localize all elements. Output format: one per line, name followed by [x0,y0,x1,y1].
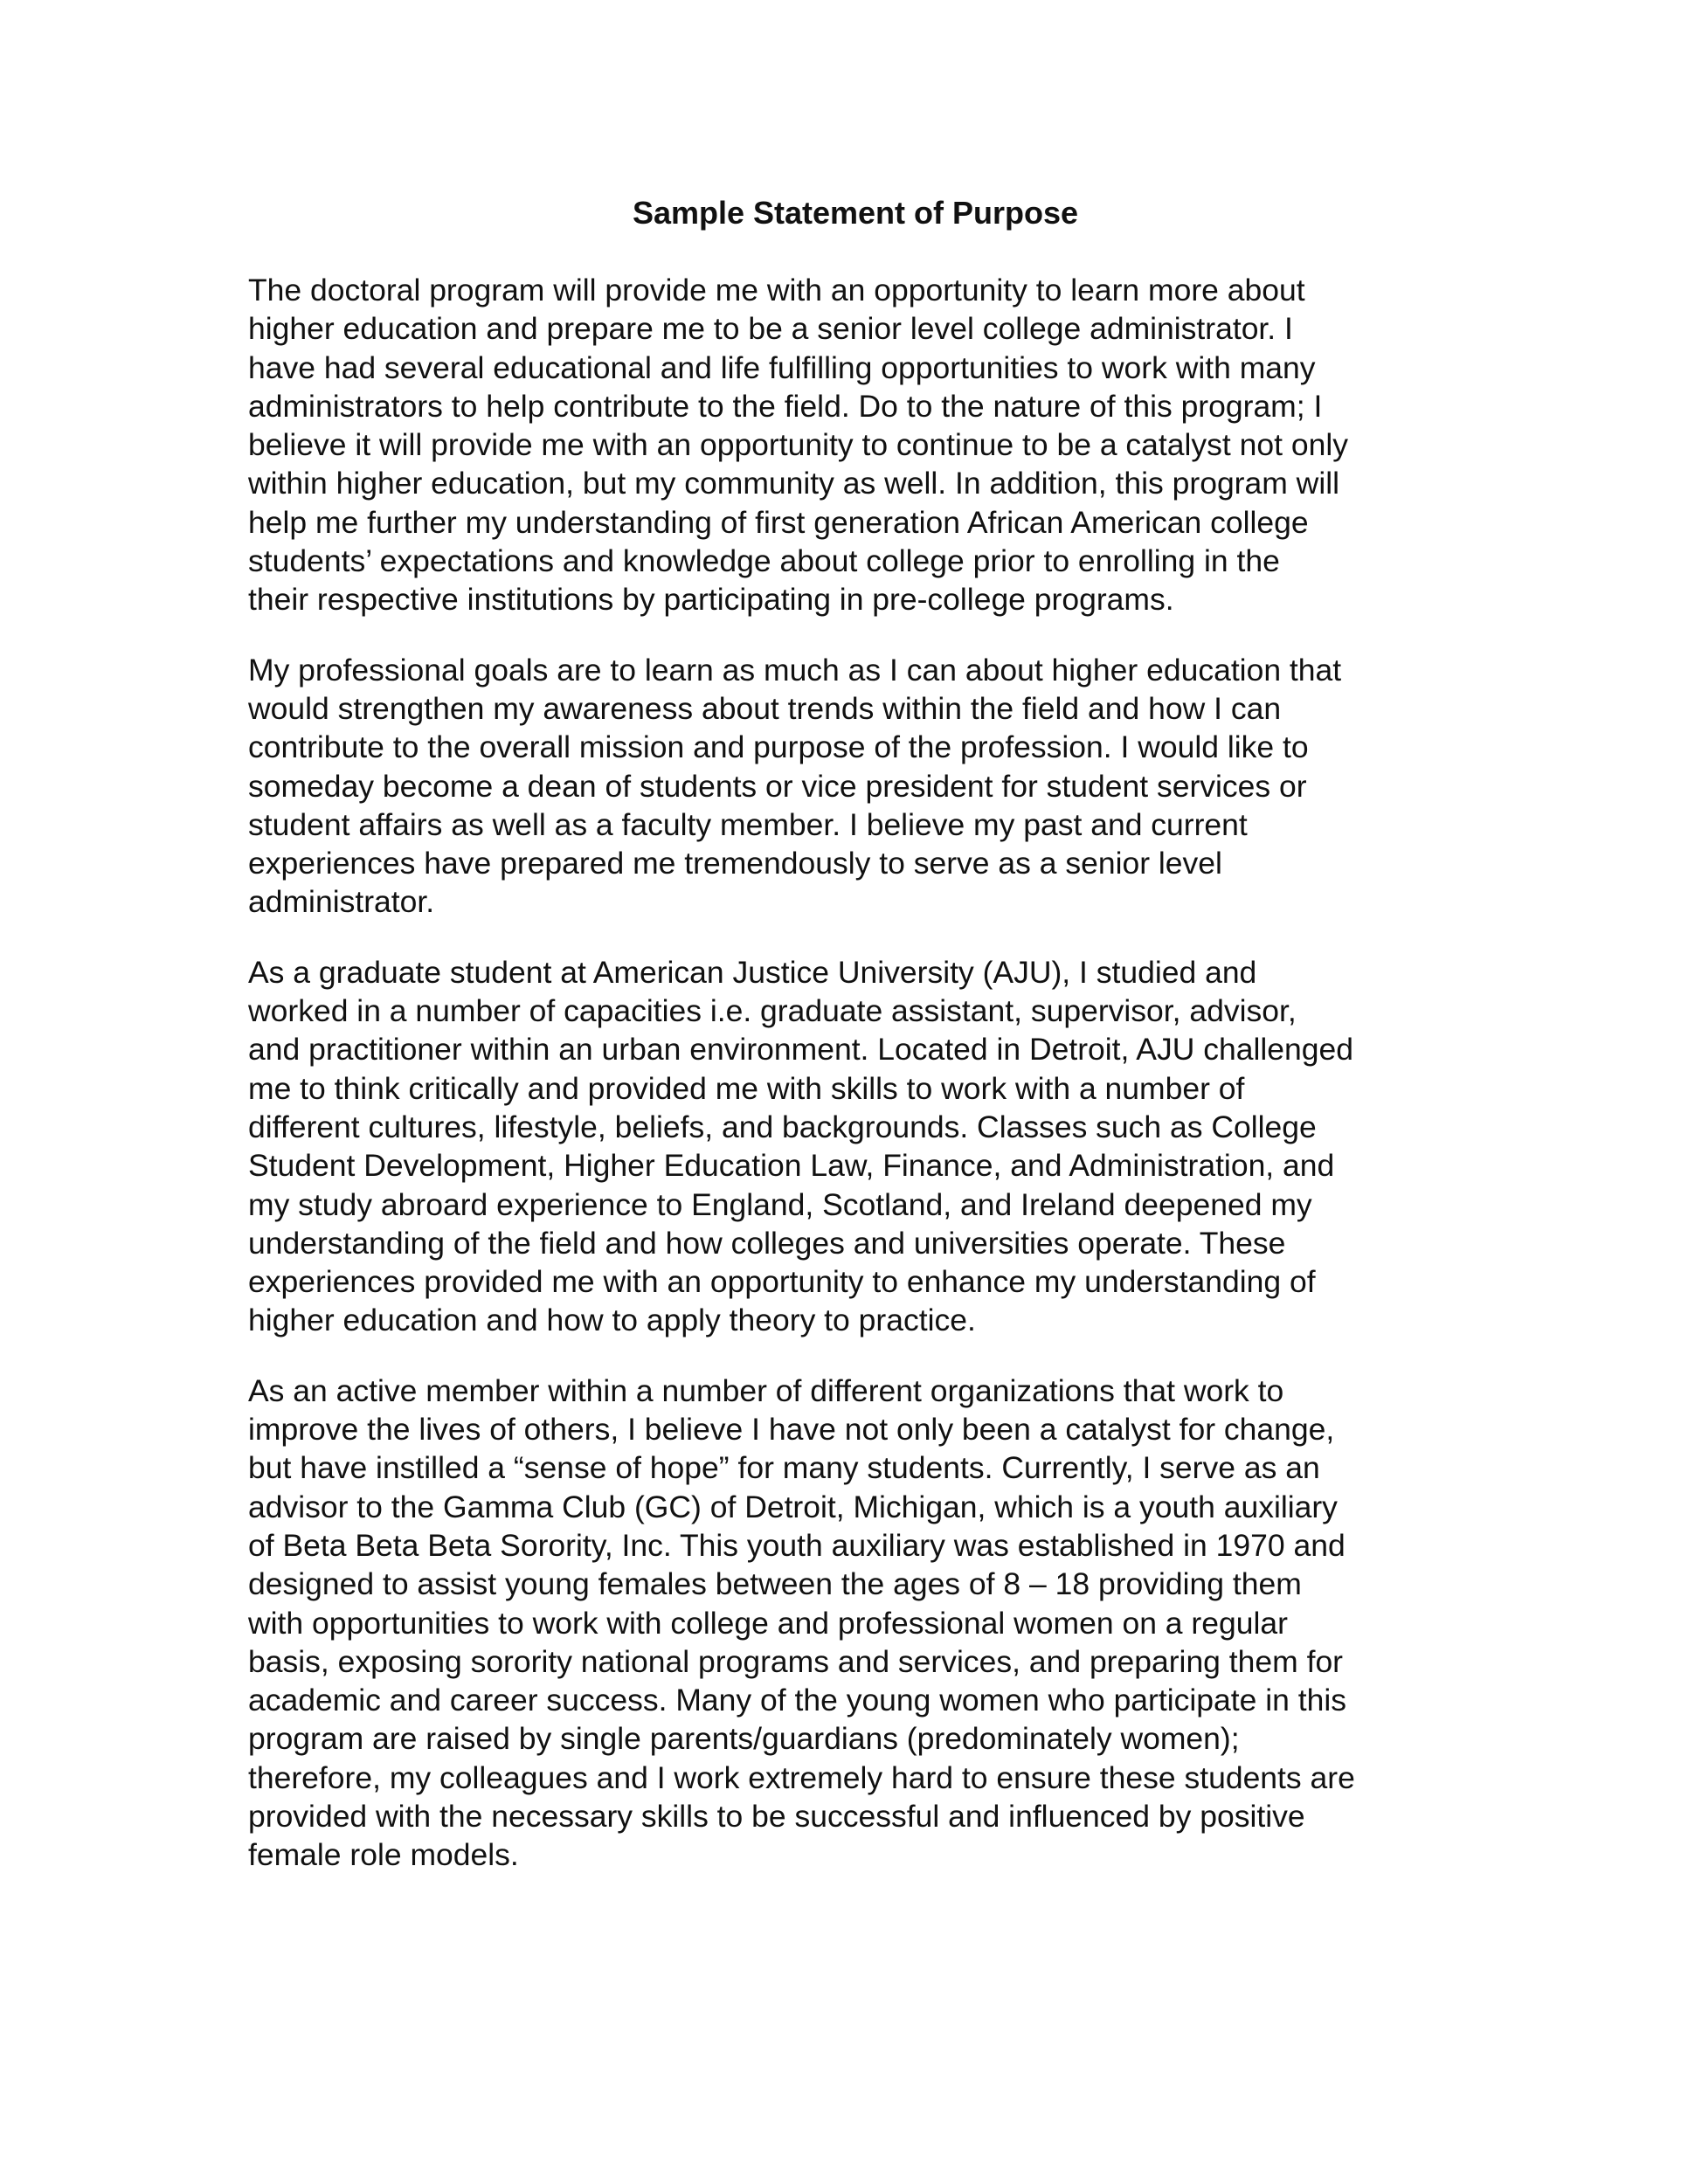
paragraph-line: with opportunities to work with college and professional women on a regular [248,1605,1288,1641]
paragraph-line: advisor to the Gamma Club (GC) of Detroit, Michigan, which is a youth auxiliary [248,1489,1338,1524]
paragraph-line: provided with the necessary skills to be successful and influenced by positive [248,1798,1305,1834]
paragraph-goals [248,651,1463,922]
paragraph-line: As a graduate student at American Justice University (AJU), I studied and [248,954,1257,990]
paragraph-line: female role models. [248,1837,519,1873]
paragraph-line: but have instilled a “sense of hope” for many students. Currently, I serve as an [248,1450,1320,1486]
paragraph-line: higher education and how to apply theory to practice. [248,1303,976,1338]
paragraph-line: my study abroard experience to England, Scotland, and Ireland deepened my [248,1186,1312,1222]
paragraph-intro [248,271,1463,619]
paragraph-line: understanding of the field and how colleges and universities operate. These [248,1225,1286,1261]
paragraph-line: My professional goals are to learn as much as I can about higher education that [248,652,1342,688]
paragraph-line: As an active member within a number of different organizations that work to [248,1372,1284,1408]
paragraph-graduate-experience [248,953,1463,1340]
paragraph-line: have had several educational and life fulfilling opportunities to work with many [248,349,1316,385]
paragraph-community-involvement [248,1372,1463,1875]
paragraph-line: me to think critically and provided me with skills to work with a number of [248,1070,1245,1106]
paragraph-line: basis, exposing sorority national programs and services, and preparing them for [248,1643,1344,1679]
paragraph-line: students’ expectations and knowledge about college prior to enrolling in the [248,543,1280,579]
paragraph-line: would strengthen my awareness about trends within the field and how I can [248,690,1282,726]
paragraph-line: designed to assist young females between the ages of 8 – 18 providing them [248,1566,1302,1602]
paragraph-line: their respective institutions by participating in pre-college programs. [248,582,1174,618]
paragraph-line: therefore, my colleagues and I work extremely hard to ensure these students are [248,1759,1355,1795]
paragraph-line: experiences provided me with an opportunity to enhance my understanding of [248,1264,1316,1300]
paragraph-line: help me further my understanding of first generation African American college [248,504,1309,540]
paragraph-line: administrator. [248,884,435,920]
paragraph-line: and practitioner within an urban environment. Located in Detroit, AJU challenged [248,1032,1353,1068]
paragraph-line: administrators to help contribute to the field. Do to the nature of this program; I [248,388,1323,424]
paragraph-line: The doctoral program will provide me with an opportunity to learn more about [248,273,1305,308]
paragraph-line: believe it will provide me with an opportunity to continue to be a catalyst not only [248,427,1348,463]
paragraph-line: improve the lives of others, I believe I have not only been a catalyst for change, [248,1412,1335,1448]
paragraph-line: worked in a number of capacities i.e. graduate assistant, supervisor, advisor, [248,993,1297,1029]
paragraph-line: program are raised by single parents/guardians (predominately women); [248,1721,1240,1757]
paragraph-line: different cultures, lifestyle, beliefs, and backgrounds. Classes such as College [248,1109,1317,1144]
document-body [248,194,1463,1906]
paragraph-line: higher education and prepare me to be a senior level college administrator. I [248,311,1293,347]
paragraph-line: student affairs as well as a faculty member. I believe my past and current [248,806,1248,842]
paragraph-line: academic and career success. Many of the young women who participate in this [248,1683,1346,1718]
paragraph-line: within higher education, but my community as well. In addition, this program will [248,466,1339,501]
paragraph-line: experiences have prepared me tremendously to serve as a senior level [248,846,1222,881]
paragraph-line: of Beta Beta Beta Sorority, Inc. This youth auxiliary was established in 1970 and [248,1527,1346,1563]
document-title: Sample Statement of Purpose [632,195,1079,231]
paragraph-line: contribute to the overall mission and purpose of the profession. I would like to [248,729,1309,765]
paragraph-line: Student Development, Higher Education Law, Finance, and Administration, and [248,1148,1335,1184]
paragraph-line: someday become a dean of students or vice president for student services or [248,768,1307,804]
